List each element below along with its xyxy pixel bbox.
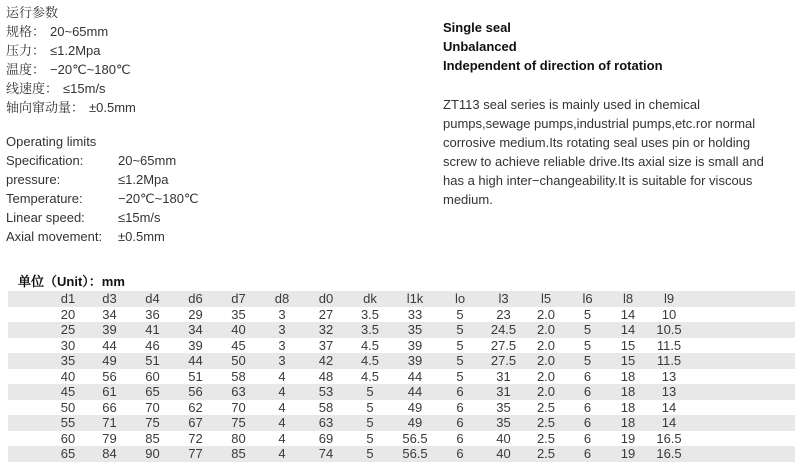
param-label: 压力：: [6, 43, 46, 58]
table-cell: 2.0: [536, 368, 556, 384]
table-cell: 6: [583, 415, 592, 430]
table-cell: 6: [456, 399, 464, 415]
table-cell: 48: [318, 368, 334, 384]
en-params-title: Operating limits: [6, 134, 97, 149]
table-cell: 49: [102, 353, 117, 368]
column-header: d3: [102, 291, 117, 306]
spacer-cell: [690, 369, 795, 385]
cn-params-title: 运行参数: [6, 5, 59, 20]
column-header: d1: [60, 291, 76, 306]
table-cell: 63: [318, 415, 334, 430]
table-cell: 14: [661, 399, 677, 415]
table-cell: 50: [60, 399, 76, 415]
spacer-cell: [690, 431, 795, 447]
param-label: pressure:: [6, 172, 61, 187]
table-cell: 37: [318, 337, 334, 353]
operating-params-cn: [6, 3, 136, 117]
table-cell: 39: [188, 337, 203, 353]
table-cell: 36: [145, 306, 160, 322]
table-row: [8, 369, 795, 385]
table-cell: 45: [60, 384, 76, 399]
table-cell: 3: [278, 322, 286, 337]
table-cell: 3: [278, 337, 286, 353]
table-cell: 72: [188, 430, 203, 446]
spacer-cell: [8, 307, 48, 323]
param-value: −20℃~180℃: [118, 191, 199, 206]
spacer-cell: [690, 384, 795, 400]
table-cell: 63: [231, 384, 246, 399]
table-cell: 14: [661, 415, 677, 430]
table-cell: 3: [278, 353, 286, 368]
table-cell: 5: [456, 337, 464, 353]
table-cell: 14: [620, 306, 636, 322]
table-cell: 29: [188, 306, 203, 322]
table-cell: 58: [231, 368, 246, 384]
column-header: l5: [540, 291, 552, 306]
seal-info-column: [443, 18, 787, 209]
table-cell: 51: [145, 353, 160, 368]
table-cell: 39: [102, 322, 117, 337]
table-cell: 85: [145, 430, 160, 446]
table-cell: 10: [661, 306, 677, 322]
param-label: 线速度：: [6, 81, 59, 96]
table-row: [8, 415, 795, 431]
param-label: Axial movement:: [6, 229, 103, 244]
column-header: d8: [274, 291, 290, 306]
table-cell: 55: [60, 415, 76, 430]
table-cell: 20: [60, 306, 76, 322]
en-param-row-linear-speed: [6, 208, 199, 227]
table-cell: 39: [407, 353, 423, 368]
table-cell: 77: [188, 446, 203, 461]
table-cell: 4: [278, 415, 286, 430]
spacer-cell: [690, 353, 795, 369]
table-cell: 32: [318, 322, 334, 337]
table-cell: 3: [278, 306, 286, 322]
table-cell: 3.5: [360, 322, 380, 337]
table-cell: 50: [231, 353, 246, 368]
table-cell: 35: [496, 399, 511, 415]
table-cell: 24.5: [490, 322, 517, 337]
series-description: ZT113 seal series is mainly used in chemical pumps,sewage pumps,industrial pumps,etc.ror normal corrosive medium.Its rotating seal uses pin or holding screw to achieve reliable drive.Its axial size is small and has a high inter−changeability.It is suitable for viscous medium.: [443, 97, 764, 207]
column-header: d6: [188, 291, 203, 306]
table-cell: 46: [145, 337, 160, 353]
table-cell: 35: [496, 415, 511, 430]
feature-line-seal-type: Single seal: [443, 20, 511, 35]
table-cell: 5: [583, 353, 592, 368]
column-header: d0: [318, 291, 334, 306]
spacer-cell: [690, 446, 795, 462]
table-cell: 18: [620, 368, 636, 384]
table-cell: 39: [407, 337, 423, 353]
table-cell: 56: [102, 368, 117, 384]
table-cell: 4: [278, 399, 286, 415]
table-cell: 11.5: [656, 337, 682, 353]
table-cell: 31: [496, 384, 511, 399]
table-cell: 69: [318, 430, 334, 446]
spacer-cell: [8, 353, 48, 369]
table-cell: 40: [496, 430, 511, 446]
table-cell: 18: [620, 399, 636, 415]
param-value: ≤1.2Mpa: [50, 43, 101, 58]
table-cell: 71: [102, 415, 117, 430]
table-cell: 11.5: [656, 353, 682, 368]
unit-label: 单位（Unit）：mm: [18, 274, 125, 289]
table-cell: 56.5: [402, 430, 428, 446]
table-cell: 42: [318, 353, 334, 368]
table-cell: 2.5: [536, 415, 556, 430]
table-cell: 44: [102, 337, 117, 353]
table-cell: 5: [583, 337, 592, 353]
param-value: 20~65mm: [50, 24, 109, 39]
table-cell: 51: [188, 368, 203, 384]
table-cell: 35: [407, 322, 423, 337]
table-cell: 6: [583, 430, 592, 446]
spacer-cell: [8, 384, 48, 400]
table-cell: 66: [102, 399, 117, 415]
table-cell: 79: [102, 430, 117, 446]
table-cell: 6: [456, 384, 464, 399]
en-param-row-pressure: [6, 170, 199, 189]
table-cell: 27.5: [490, 353, 517, 368]
column-header: lo: [454, 291, 466, 306]
cn-param-row-temperature: [6, 60, 136, 79]
cn-param-row-spec: [6, 22, 136, 41]
param-label: 温度：: [6, 62, 46, 77]
param-value: ±0.5mm: [118, 229, 165, 244]
table-cell: 33: [407, 306, 423, 322]
table-cell: 5: [366, 430, 374, 446]
table-cell: 30: [60, 337, 76, 353]
table-cell: 27.5: [490, 337, 517, 353]
spacer-cell: [690, 415, 795, 431]
table-cell: 6: [456, 446, 464, 461]
table-cell: 18: [620, 415, 636, 430]
table-cell: 70: [231, 399, 246, 415]
spacer-cell: [690, 322, 795, 338]
table-cell: 70: [145, 399, 160, 415]
spacer-cell: [690, 338, 795, 354]
table-cell: 6: [583, 368, 592, 384]
table-cell: 65: [145, 384, 160, 399]
table-cell: 19: [620, 430, 636, 446]
table-cell: 25: [60, 322, 76, 337]
table-cell: 62: [188, 399, 203, 415]
table-cell: 75: [145, 415, 160, 430]
en-param-row-specification: [6, 151, 199, 170]
column-header: dk: [363, 291, 377, 306]
param-label: Temperature:: [6, 191, 83, 206]
column-header: l8: [622, 291, 634, 306]
table-cell: 40: [60, 368, 76, 384]
table-cell: 44: [188, 353, 203, 368]
table-cell: 85: [231, 446, 246, 461]
spec-table: [8, 291, 795, 462]
table-cell: 56.5: [402, 446, 428, 461]
param-value: 20~65mm: [118, 153, 177, 168]
column-header: l6: [582, 291, 593, 306]
table-cell: 35: [231, 306, 246, 322]
table-cell: 5: [583, 322, 592, 337]
table-cell: 6: [456, 415, 464, 430]
table-cell: 6: [456, 430, 464, 446]
table-cell: 35: [60, 353, 76, 368]
table-row: [8, 446, 795, 462]
table-cell: 5: [366, 399, 374, 415]
table-cell: 34: [102, 306, 117, 322]
table-cell: 4: [278, 384, 286, 399]
column-header: l3: [498, 291, 509, 306]
column-header: l1k: [406, 291, 424, 306]
cn-param-row-pressure: [6, 41, 136, 60]
seal-features: [443, 18, 787, 75]
table-cell: 6: [583, 446, 592, 461]
table-cell: 2.0: [536, 353, 556, 368]
table-cell: 6: [583, 399, 592, 415]
table-cell: 74: [318, 446, 334, 461]
table-cell: 40: [231, 322, 246, 337]
spacer-cell: [8, 291, 48, 307]
spacer-cell: [8, 431, 48, 447]
table-cell: 84: [102, 446, 117, 461]
table-cell: 18: [620, 384, 636, 399]
table-cell: 61: [102, 384, 117, 399]
table-cell: 75: [231, 415, 246, 430]
table-row: [8, 322, 795, 338]
param-value: ≤15m/s: [118, 210, 161, 225]
spacer-cell: [8, 446, 48, 462]
table-cell: 4: [278, 446, 286, 461]
spec-table-head-row: [8, 291, 795, 307]
param-label: Linear speed:: [6, 210, 85, 225]
table-cell: 40: [496, 446, 511, 461]
table-cell: 5: [456, 353, 464, 368]
column-header: d4: [145, 291, 160, 306]
column-header: d7: [231, 291, 246, 306]
table-cell: 6: [583, 384, 592, 399]
spacer-cell: [8, 369, 48, 385]
table-cell: 44: [407, 368, 423, 384]
feature-line-balance: Unbalanced: [443, 39, 517, 54]
table-cell: 5: [583, 306, 592, 322]
en-param-row-axial-movement: [6, 227, 199, 246]
table-cell: 31: [496, 368, 511, 384]
spacer-cell: [8, 415, 48, 431]
table-cell: 53: [318, 384, 334, 399]
table-cell: 49: [407, 399, 423, 415]
spec-table-head: [8, 291, 795, 307]
column-header: l9: [663, 291, 675, 306]
spacer-cell: [8, 338, 48, 354]
param-value: −20℃~180℃: [50, 62, 131, 77]
table-cell: 49: [407, 415, 423, 430]
table-cell: 58: [318, 399, 334, 415]
table-cell: 15: [620, 353, 636, 368]
param-value: ±0.5mm: [89, 100, 136, 115]
table-row: [8, 384, 795, 400]
param-value: ≤15m/s: [63, 81, 106, 96]
cn-param-row-axial-movement: [6, 98, 136, 117]
feature-line-rotation: Independent of direction of rotation: [443, 58, 663, 73]
table-cell: 13: [661, 384, 677, 399]
table-cell: 5: [366, 384, 374, 399]
spec-table-body: [8, 307, 795, 462]
table-cell: 4: [278, 368, 286, 384]
table-cell: 60: [60, 430, 76, 446]
table-cell: 4.5: [360, 337, 380, 353]
table-cell: 2.0: [536, 337, 556, 353]
table-cell: 5: [456, 368, 464, 384]
table-row: [8, 400, 795, 416]
param-label: 轴向窜动量：: [6, 100, 85, 115]
table-cell: 4: [278, 430, 286, 446]
table-cell: 2.5: [536, 430, 556, 446]
table-cell: 5: [366, 446, 374, 461]
spacer-cell: [8, 400, 48, 416]
param-label: 规格：: [6, 24, 46, 39]
table-cell: 80: [231, 430, 246, 446]
spacer-cell: [690, 291, 795, 307]
table-cell: 2.0: [536, 384, 556, 399]
table-cell: 4.5: [360, 368, 380, 384]
table-row: [8, 431, 795, 447]
table-cell: 14: [620, 322, 636, 337]
spacer-cell: [8, 322, 48, 338]
param-label: Specification:: [6, 153, 84, 168]
table-cell: 34: [188, 322, 203, 337]
cn-param-row-linear-speed: [6, 79, 136, 98]
operating-limits-en: [6, 132, 199, 246]
table-cell: 44: [407, 384, 423, 399]
table-row: [8, 307, 795, 323]
table-cell: 23: [496, 306, 511, 322]
spacer-cell: [690, 400, 795, 416]
table-cell: 65: [60, 446, 76, 461]
table-cell: 16.5: [656, 446, 682, 461]
table-cell: 2.5: [536, 446, 556, 461]
table-cell: 10.5: [656, 322, 682, 337]
table-cell: 27: [318, 306, 334, 322]
table-cell: 3.5: [360, 306, 380, 322]
table-row: [8, 353, 795, 369]
table-cell: 41: [145, 322, 160, 337]
table-cell: 2.0: [536, 322, 556, 337]
table-cell: 5: [456, 322, 464, 337]
table-cell: 56: [188, 384, 203, 399]
table-cell: 90: [145, 446, 160, 461]
table-cell: 67: [188, 415, 203, 430]
table-cell: 16.5: [656, 430, 682, 446]
en-param-row-temperature: [6, 189, 199, 208]
table-cell: 60: [145, 368, 160, 384]
table-cell: 45: [231, 337, 246, 353]
param-value: ≤1.2Mpa: [118, 172, 169, 187]
table-cell: 5: [456, 306, 464, 322]
spacer-cell: [690, 307, 795, 323]
table-cell: 15: [620, 337, 636, 353]
table-cell: 19: [620, 446, 636, 461]
table-cell: 13: [661, 368, 677, 384]
table-cell: 5: [366, 415, 374, 430]
table-row: [8, 338, 795, 354]
table-cell: 4.5: [360, 353, 380, 368]
table-cell: 2.0: [536, 306, 556, 322]
table-cell: 2.5: [536, 399, 556, 415]
